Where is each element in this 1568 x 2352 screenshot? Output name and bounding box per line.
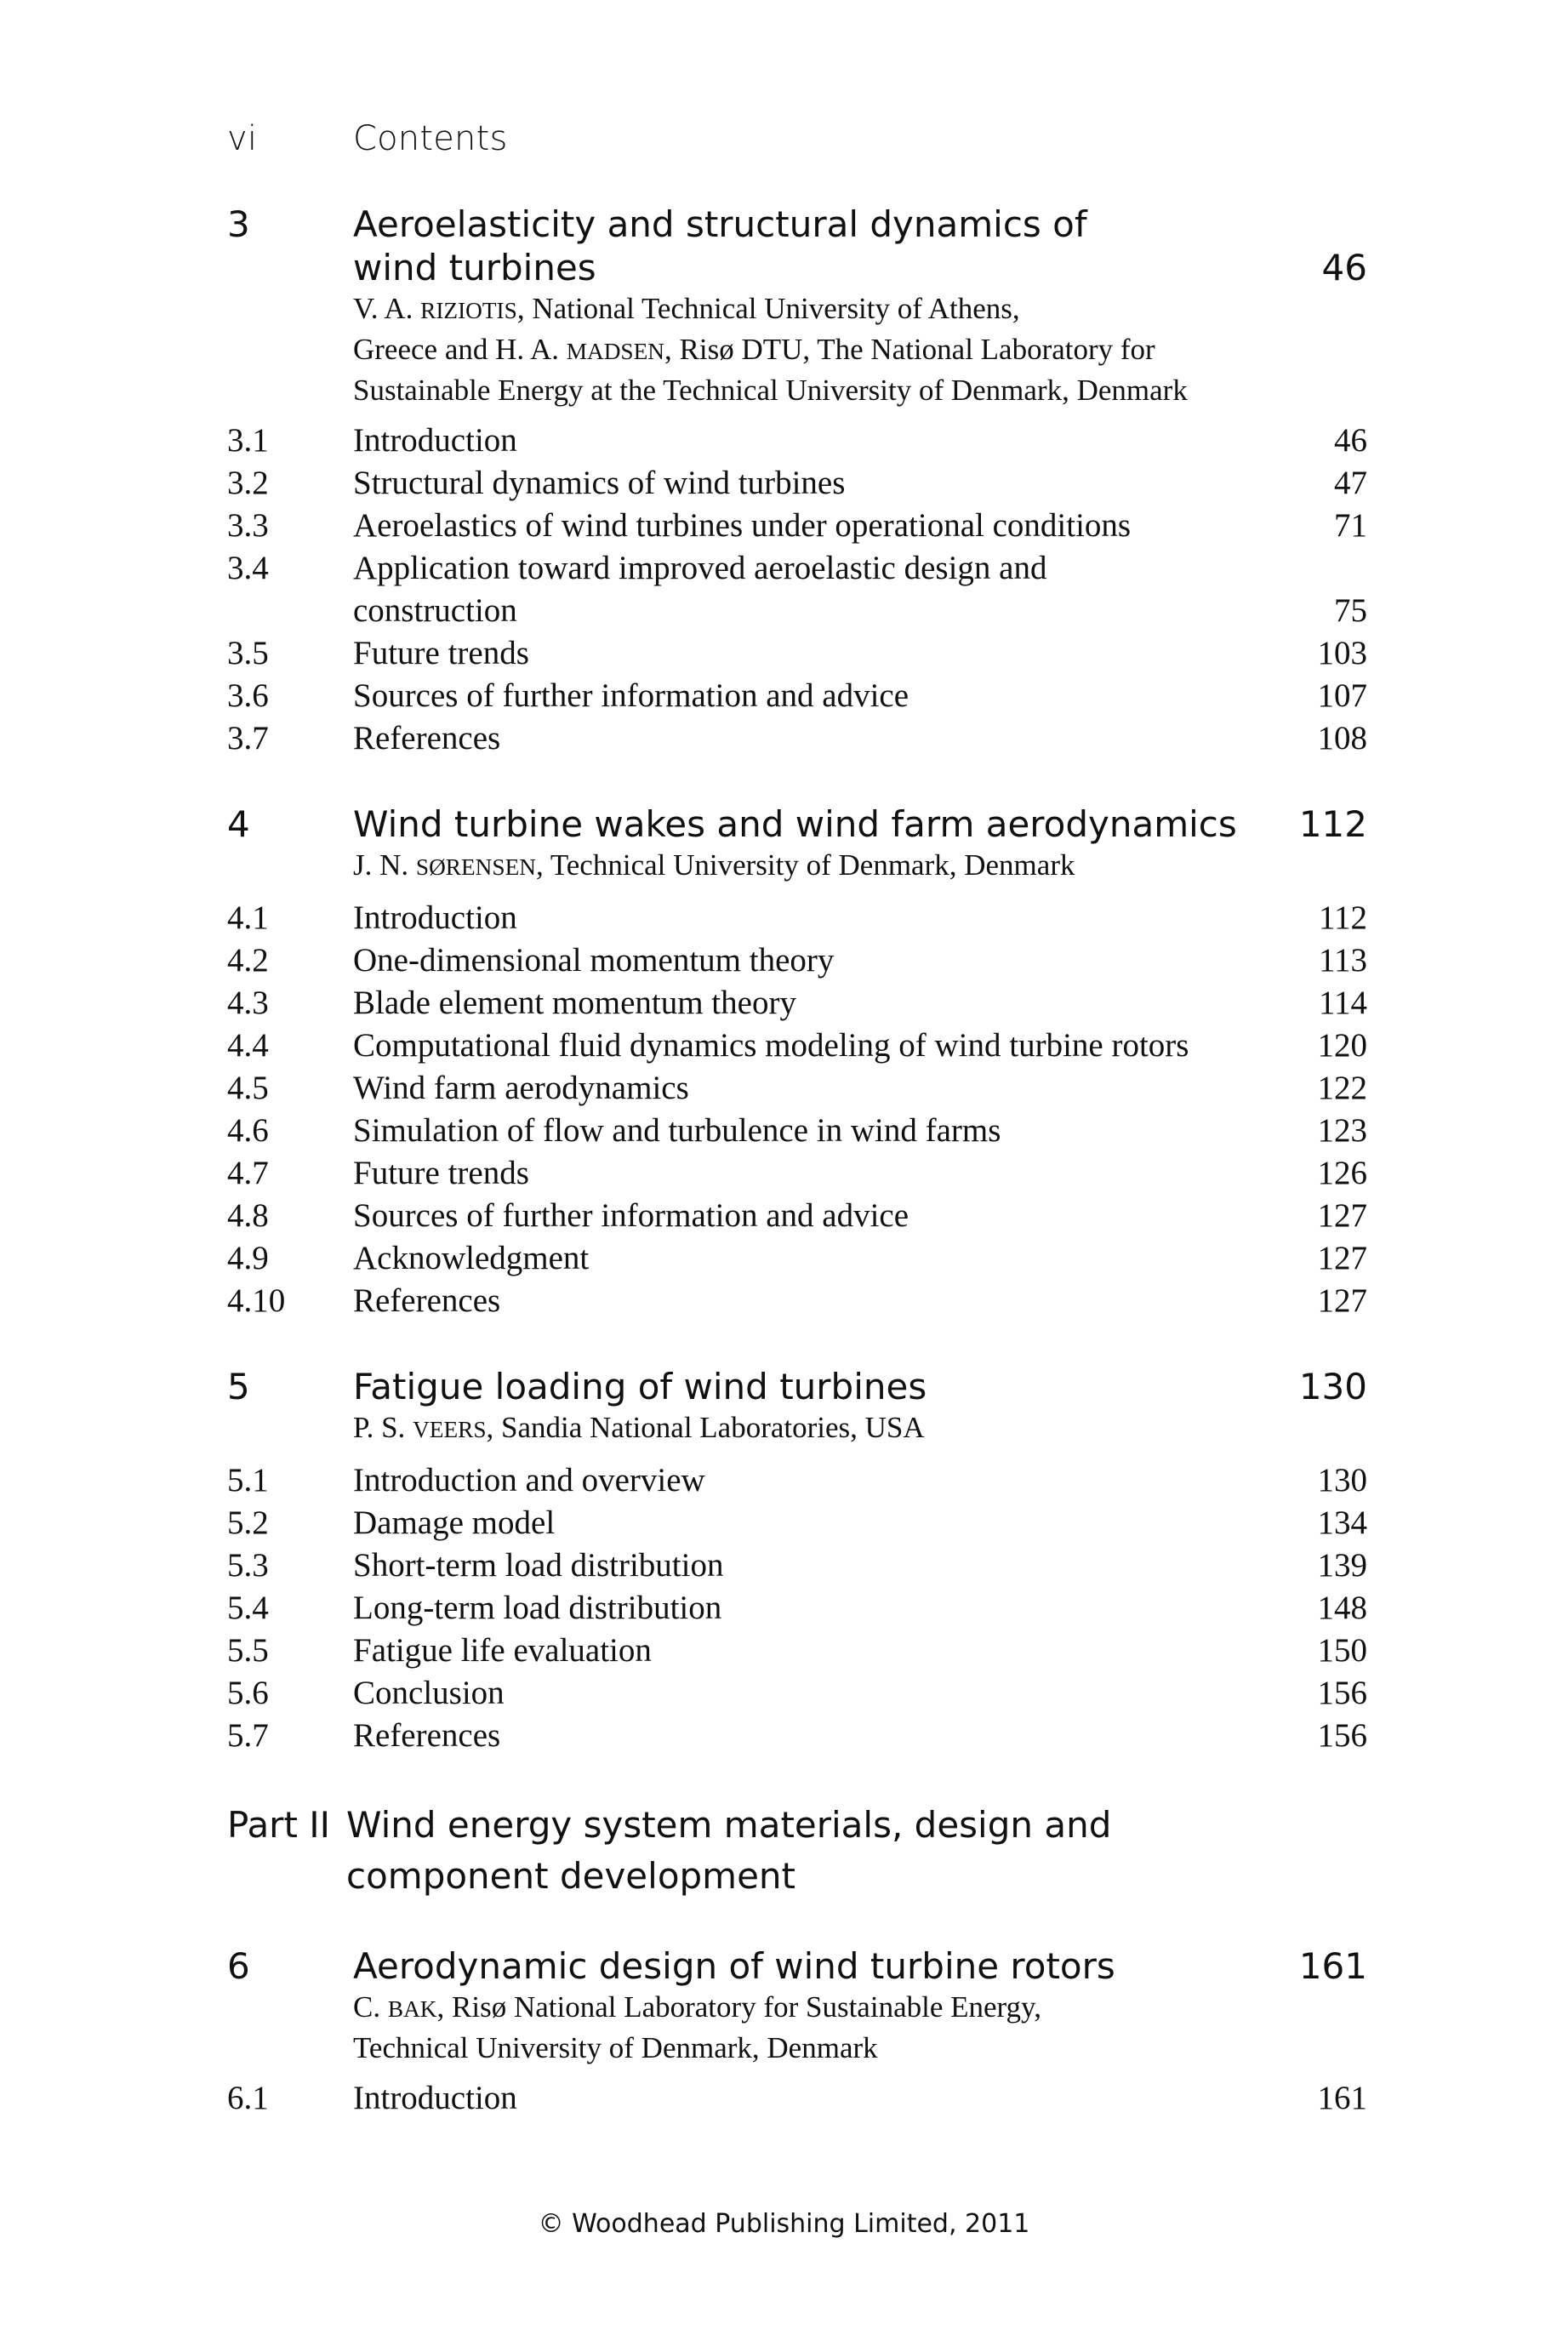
section-title-line: construction xyxy=(353,592,517,629)
author-text: Greece and H. A. xyxy=(353,333,567,366)
section-title: Acknowledgment xyxy=(353,1240,590,1276)
chapter-block xyxy=(227,1902,1367,2120)
section-entry xyxy=(227,1630,1367,1672)
section-page-number: 127 xyxy=(1317,1240,1367,1276)
author-line xyxy=(353,289,1374,330)
section-page-number: 126 xyxy=(1317,1155,1367,1191)
author-surname: VEERS xyxy=(413,1417,487,1442)
part-number: Part II xyxy=(227,1804,331,1846)
section-page-number: 107 xyxy=(1317,677,1367,714)
chapter-number: 4 xyxy=(227,803,250,845)
table-of-contents xyxy=(227,203,1367,2120)
author-line xyxy=(353,1988,1374,2029)
author-text: P. S. xyxy=(353,1411,413,1444)
section-number: 5.3 xyxy=(227,1547,269,1584)
section-entry xyxy=(227,2077,1367,2120)
section-title: Damage model xyxy=(353,1504,556,1541)
chapter-authors xyxy=(353,1408,1374,1449)
section-page-number: 122 xyxy=(1317,1070,1367,1106)
section-number: 4.4 xyxy=(227,1027,269,1064)
chapter-heading xyxy=(227,802,1367,846)
author-surname: SØRENSEN xyxy=(415,854,536,880)
section-number: 3.2 xyxy=(227,465,269,501)
author-surname: MADSEN xyxy=(566,339,664,364)
section-page-number: 148 xyxy=(1317,1590,1367,1626)
section-title: Sources of further information and advice xyxy=(353,677,909,714)
running-header xyxy=(227,119,1367,170)
section-entry xyxy=(227,675,1367,717)
chapter-authors xyxy=(353,289,1374,409)
author-surname: RIZIOTIS xyxy=(420,298,517,323)
chapter-block xyxy=(227,760,1367,1322)
section-title: Sources of further information and advice xyxy=(353,1197,909,1234)
section-title: Fatigue life evaluation xyxy=(353,1632,652,1669)
section-entry xyxy=(227,1195,1367,1237)
section-entry xyxy=(227,1502,1367,1544)
section-title: Long-term load distribution xyxy=(353,1590,722,1626)
section-page-number: 120 xyxy=(1317,1027,1367,1064)
chapter-spacer xyxy=(227,1902,1367,1944)
chapter-block xyxy=(227,1322,1367,1757)
chapter-authors xyxy=(353,846,1374,887)
section-number: 5.1 xyxy=(227,1462,269,1499)
section-page-number: 75 xyxy=(1334,592,1367,629)
section-entry xyxy=(227,982,1367,1025)
section-title xyxy=(353,547,1246,632)
section-title: One-dimensional momentum theory xyxy=(353,942,835,979)
section-number: 4.8 xyxy=(227,1197,269,1234)
section-page-number: 127 xyxy=(1317,1282,1367,1319)
section-number: 4.10 xyxy=(227,1282,286,1319)
section-title: Conclusion xyxy=(353,1675,505,1711)
section-title: References xyxy=(353,1282,501,1319)
section-entry xyxy=(227,1237,1367,1280)
chapter-page-number: 46 xyxy=(1321,247,1367,288)
section-entry xyxy=(227,897,1367,939)
chapter-authors xyxy=(353,1988,1374,2067)
author-affiliation: , Technical University of Denmark, Denmark xyxy=(535,848,1075,882)
section-title: Aeroelastics of wind turbines under operational conditions xyxy=(353,507,1132,544)
section-entry xyxy=(227,939,1367,982)
section-title: Introduction and overview xyxy=(353,1462,705,1499)
section-list xyxy=(227,897,1367,1322)
author-line xyxy=(353,2029,1374,2067)
section-title-line: Application toward improved aeroelastic design and xyxy=(353,550,1047,586)
section-title: References xyxy=(353,1717,501,1754)
section-page-number: 114 xyxy=(1318,985,1367,1021)
part-title-line: component development xyxy=(346,1855,796,1897)
section-title: Computational fluid dynamics modeling of wind turbine rotors xyxy=(353,1027,1189,1064)
author-surname: BAK xyxy=(387,1996,437,2022)
author-line xyxy=(353,846,1374,887)
section-page-number: 156 xyxy=(1317,1675,1367,1711)
section-title: Future trends xyxy=(353,635,529,671)
section-entry xyxy=(227,1544,1367,1587)
section-list xyxy=(227,2077,1367,2120)
author-line xyxy=(353,371,1374,409)
section-number: 5.6 xyxy=(227,1675,269,1711)
section-number: 5.5 xyxy=(227,1632,269,1669)
chapter-number: 3 xyxy=(227,203,250,245)
section-title: Future trends xyxy=(353,1155,529,1191)
section-title: Short-term load distribution xyxy=(353,1547,724,1584)
chapter-page-number: 161 xyxy=(1298,1945,1367,1987)
section-number: 4.6 xyxy=(227,1112,269,1149)
section-entry xyxy=(227,505,1367,547)
section-number: 4.2 xyxy=(227,942,269,979)
section-number: 3.1 xyxy=(227,422,269,459)
section-page-number: 71 xyxy=(1334,507,1367,544)
part-heading xyxy=(227,1800,1367,1902)
section-entry xyxy=(227,462,1367,505)
section-title: Blade element momentum theory xyxy=(353,985,796,1021)
section-number: 4.7 xyxy=(227,1155,269,1191)
author-affiliation: , Risø DTU, The National Laboratory for xyxy=(664,333,1155,366)
chapter-title-line: Aeroelasticity and structural dynamics of xyxy=(353,203,1087,245)
chapter-title xyxy=(353,802,1238,846)
section-page-number: 134 xyxy=(1317,1504,1367,1541)
section-page-number: 161 xyxy=(1317,2080,1367,2116)
section-number: 6.1 xyxy=(227,2080,269,2116)
chapter-number: 6 xyxy=(227,1945,250,1987)
section-list xyxy=(227,1459,1367,1757)
section-number: 3.5 xyxy=(227,635,269,671)
section-entry xyxy=(227,1110,1367,1152)
part-spacer xyxy=(227,1757,1367,1800)
chapter-title-line: wind turbines xyxy=(353,247,596,288)
section-number: 4.9 xyxy=(227,1240,269,1276)
section-entry xyxy=(227,1459,1367,1502)
section-title: Introduction xyxy=(353,422,517,459)
section-page-number: 113 xyxy=(1318,942,1367,979)
author-text: V. A. xyxy=(353,292,421,325)
chapter-page-number: 112 xyxy=(1298,803,1367,845)
section-title: Introduction xyxy=(353,899,517,936)
chapter-spacer xyxy=(227,760,1367,802)
section-entry xyxy=(227,1587,1367,1630)
chapter-page-number: 130 xyxy=(1298,1366,1367,1407)
part-title xyxy=(346,1800,1197,1902)
author-line xyxy=(353,1408,1374,1449)
section-entry xyxy=(227,1025,1367,1067)
author-text: C. xyxy=(353,1990,388,2024)
section-entry xyxy=(227,1152,1367,1195)
section-number: 5.2 xyxy=(227,1504,269,1541)
chapter-number: 5 xyxy=(227,1366,250,1407)
chapter-heading xyxy=(227,1944,1367,1988)
section-number: 3.3 xyxy=(227,507,269,544)
section-page-number: 108 xyxy=(1317,720,1367,756)
copyright-footer: © Woodhead Publishing Limited, 2011 xyxy=(538,2209,1030,2239)
chapter-title xyxy=(353,203,1238,289)
chapter-heading xyxy=(227,1365,1367,1408)
section-number: 3.7 xyxy=(227,720,269,756)
section-page-number: 127 xyxy=(1317,1197,1367,1234)
chapter-title xyxy=(353,1365,1238,1408)
section-number: 4.5 xyxy=(227,1070,269,1106)
section-entry xyxy=(227,1672,1367,1715)
section-page-number: 46 xyxy=(1334,422,1367,459)
author-affiliation: , Risø National Laboratory for Sustainable Energy, xyxy=(436,1990,1042,2024)
chapter-block xyxy=(227,203,1367,760)
section-page-number: 112 xyxy=(1318,899,1367,936)
section-entry xyxy=(227,420,1367,462)
section-page-number: 123 xyxy=(1317,1112,1367,1149)
page-folio: vi xyxy=(227,119,258,158)
section-page-number: 139 xyxy=(1317,1547,1367,1584)
chapter-title-line: Aerodynamic design of wind turbine rotors xyxy=(353,1945,1115,1987)
section-number: 4.1 xyxy=(227,899,269,936)
author-line xyxy=(353,330,1374,371)
section-title: Wind farm aerodynamics xyxy=(353,1070,689,1106)
section-page-number: 156 xyxy=(1317,1717,1367,1754)
section-title: Simulation of flow and turbulence in wind farms xyxy=(353,1112,1001,1149)
chapter-spacer xyxy=(227,1322,1367,1365)
author-text: Technical University of Denmark, Denmark xyxy=(353,2031,878,2064)
section-title: References xyxy=(353,720,501,756)
author-affiliation: , National Technical University of Athens, xyxy=(516,292,1020,325)
section-page-number: 150 xyxy=(1317,1632,1367,1669)
part-title-line: Wind energy system materials, design and xyxy=(346,1804,1112,1846)
section-entry xyxy=(227,717,1367,760)
section-entry xyxy=(227,547,1367,632)
section-number: 5.4 xyxy=(227,1590,269,1626)
section-list xyxy=(227,420,1367,760)
section-number: 3.6 xyxy=(227,677,269,714)
section-page-number: 103 xyxy=(1317,635,1367,671)
section-title: Introduction xyxy=(353,2080,517,2116)
section-number: 3.4 xyxy=(227,550,269,586)
section-page-number: 47 xyxy=(1334,465,1367,501)
section-entry xyxy=(227,1715,1367,1757)
section-page-number: 130 xyxy=(1317,1462,1367,1499)
section-entry xyxy=(227,1280,1367,1322)
chapter-title-line: Wind turbine wakes and wind farm aerodynamics xyxy=(353,803,1237,845)
chapter-heading xyxy=(227,203,1367,289)
author-text: Sustainable Energy at the Technical University of Denmark, Denmark xyxy=(353,374,1188,407)
author-text: J. N. xyxy=(353,848,416,882)
chapter-title xyxy=(353,1944,1238,1988)
chapter-title-line: Fatigue loading of wind turbines xyxy=(353,1366,927,1407)
section-number: 4.3 xyxy=(227,985,269,1021)
section-entry xyxy=(227,1067,1367,1110)
running-title: Contents xyxy=(353,119,508,158)
section-number: 5.7 xyxy=(227,1717,269,1754)
author-affiliation: , Sandia National Laboratories, USA xyxy=(486,1411,925,1444)
section-entry xyxy=(227,632,1367,675)
section-title: Structural dynamics of wind turbines xyxy=(353,465,846,501)
